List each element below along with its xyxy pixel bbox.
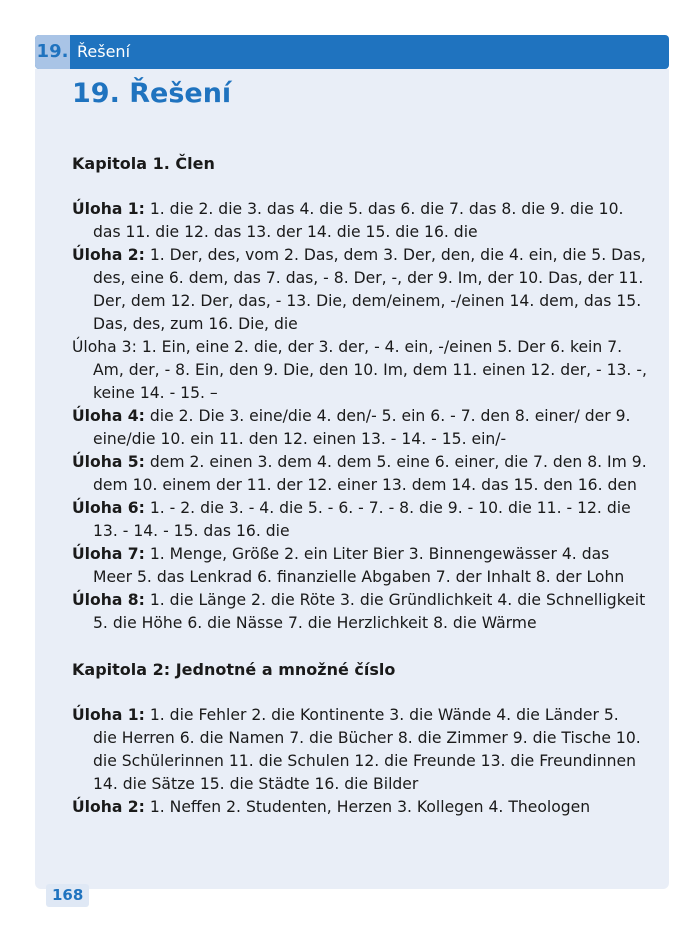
chapter-number-badge: 19.: [35, 35, 70, 69]
task-label: Úloha 8:: [72, 591, 145, 609]
task-item: [72, 451, 647, 497]
task-label: Úloha 1:: [72, 706, 145, 724]
task-label: Úloha 5:: [72, 453, 145, 471]
task-label: Úloha 1:: [72, 200, 145, 218]
task-item: [72, 589, 647, 635]
task-label: Úloha 7:: [72, 545, 145, 563]
page-number: 168: [46, 884, 89, 907]
task-item: [72, 405, 647, 451]
task-answers: 1. die Länge 2. die Röte 3. die Gründlichkeit 4. die Schnelligkeit 5. die Höhe 6. die Nässe 7. die Herzlichkeit 8. die Wärme: [93, 591, 646, 632]
page-title: 19. Řešení: [72, 78, 232, 109]
task-label: Úloha 3:: [72, 338, 137, 356]
task-answers: dem 2. einen 3. dem 4. dem 5. eine 6. einer, die 7. den 8. Im 9. dem 10. einem der 11. der 12. einer 13. dem 14. das 15. den 16. den: [93, 453, 647, 494]
task-answers: 1. Neffen 2. Studenten, Herzen 3. Kollegen 4. Theologen: [149, 798, 591, 816]
task-label: Úloha 2:: [72, 246, 145, 264]
task-label: Úloha 6:: [72, 499, 145, 517]
task-item: [72, 543, 647, 589]
task-answers: 1. Menge, Größe 2. ein Liter Bier 3. Binnengewässer 4. das Meer 5. das Lenkrad 6. finanzielle Abgaben 7. der Inhalt 8. der Lohn: [93, 545, 625, 586]
task-answers: 1. - 2. die 3. - 4. die 5. - 6. - 7. - 8. die 9. - 10. die 11. - 12. die 13. - 14. - 15. das 16. die: [93, 499, 631, 540]
task-answers: 1. Der, des, vom 2. Das, dem 3. Der, den, die 4. ein, die 5. Das, des, eine 6. dem, das 7. das, - 8. Der, -, der 9. Im, der 10. Das, der 11. Der, dem 12. Der, das, - 13. Die, dem/einem, -/einen 14. dem, das 15. Das, des, zum 16. Die, die: [93, 246, 646, 333]
task-label: Úloha 4:: [72, 407, 145, 425]
task-item: [72, 704, 647, 796]
task-item: [72, 244, 647, 336]
task-item: [72, 336, 647, 405]
chapter-header-title: Řešení: [77, 42, 131, 61]
task-answers: 1. die Fehler 2. die Kontinente 3. die Wände 4. die Länder 5. die Herren 6. die Namen 7. die Bücher 8. die Zimmer 9. die Tische 10. die Schülerinnen 11. die Schulen 12. die Freunde 13. die Freundinnen 14. die Sätze 15. die Städte 16. die Bilder: [93, 706, 641, 793]
task-answers: 1. Ein, eine 2. die, der 3. der, - 4. ein, -/einen 5. Der 6. kein 7. Am, der, - 8. Ein, den 9. Die, den 10. Im, dem 11. einen 12. der, - 13. -, keine 14. - 15. –: [93, 338, 647, 402]
solutions-content: [72, 152, 647, 819]
task-item: [72, 497, 647, 543]
task-label: Úloha 2:: [72, 798, 145, 816]
chapter-heading: Kapitola 1. Člen: [72, 154, 215, 173]
task-answers: die 2. Die 3. eine/die 4. den/- 5. ein 6. - 7. den 8. einer/ der 9. eine/die 10. ein 11. den 12. einen 13. - 14. - 15. ein/-: [93, 407, 631, 448]
task-item: [72, 796, 647, 819]
task-answers: 1. die 2. die 3. das 4. die 5. das 6. die 7. das 8. die 9. die 10. das 11. die 12. das 13. der 14. die 15. die 16. die: [93, 200, 624, 241]
chapter-header-bar: [35, 35, 669, 69]
task-item: [72, 198, 647, 244]
chapter-heading: Kapitola 2: Jednotné a množné číslo: [72, 660, 396, 679]
